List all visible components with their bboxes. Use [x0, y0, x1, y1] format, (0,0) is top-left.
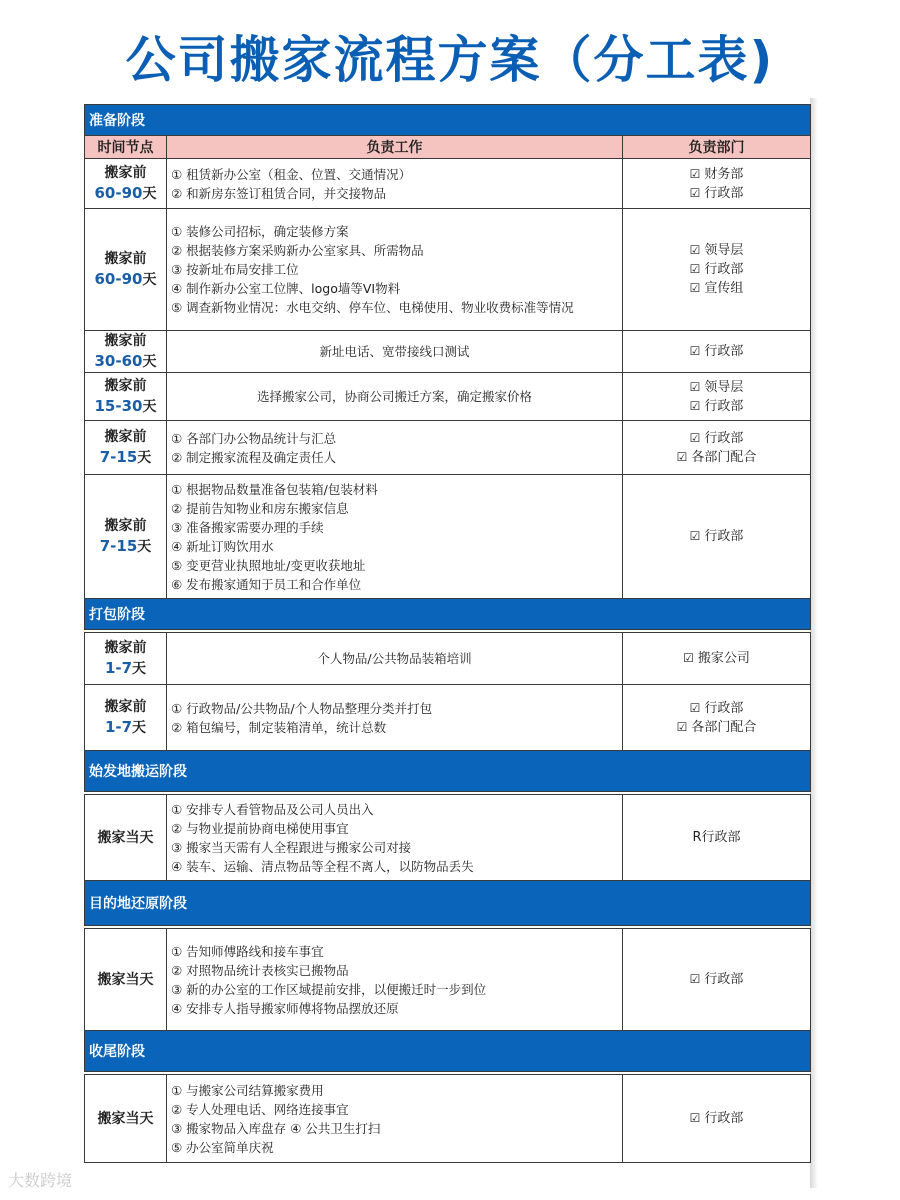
work-item: ④ 新址订购饮用水 — [171, 538, 274, 554]
time-range: 60-90 — [94, 184, 143, 202]
col-header-work: 负责工作 — [167, 136, 623, 159]
time-node-cell — [85, 633, 167, 685]
time-range: 60-90 — [94, 270, 143, 288]
stage-row — [85, 1031, 811, 1072]
time-range: 7-15 — [99, 448, 138, 466]
department-cell — [623, 795, 811, 881]
work-item: 新址电话、宽带接线口测试 — [319, 344, 470, 359]
department-name: 各部门配合 — [691, 719, 757, 735]
checkbox-checked-icon: ☑ — [676, 719, 688, 734]
table-row — [85, 159, 811, 209]
table-row — [85, 929, 811, 1031]
time-node-cell — [85, 373, 167, 421]
checkbox-checked-icon: ☑ — [689, 166, 701, 181]
time-label: 搬家前 — [104, 699, 147, 715]
department-name: 财务部 — [704, 166, 744, 182]
time-range: 1-7 — [104, 659, 133, 677]
department-cell — [623, 373, 811, 421]
time-node-cell — [85, 475, 167, 599]
work-item: ② 提前告知物业和房东搬家信息 — [171, 500, 349, 516]
time-node-cell — [85, 331, 167, 373]
time-range: 30-60 — [94, 352, 143, 370]
stage-title: 准备阶段 — [85, 105, 811, 136]
time-label: 搬家前 — [104, 518, 147, 534]
work-item: ② 对照物品统计表核实已搬物品 — [171, 962, 349, 978]
stage-row — [85, 881, 811, 926]
table-row — [85, 1075, 811, 1163]
time-unit: 天 — [142, 399, 157, 415]
table-row — [85, 633, 811, 685]
department-name: 搬家公司 — [697, 651, 750, 666]
stage-title: 目的地还原阶段 — [85, 881, 811, 926]
time-label: 搬家前 — [104, 640, 147, 656]
department-name: 领导层 — [704, 243, 744, 258]
time-label: 搬家当天 — [97, 1110, 154, 1127]
work-item: ③ 搬家物品入库盘存 ④ 公共卫生打扫 — [171, 1120, 381, 1136]
stage-row — [85, 105, 811, 136]
work-item: ② 制定搬家流程及确定责任人 — [171, 449, 337, 465]
table-row — [85, 373, 811, 421]
checkbox-checked-icon: ☑ — [689, 529, 701, 543]
table-row — [85, 209, 811, 331]
time-unit: 天 — [142, 272, 157, 288]
time-unit: 天 — [137, 450, 152, 466]
work-item: ② 箱包编号，制定装箱清单，统计总数 — [171, 719, 387, 735]
work-item: ① 租赁新办公室（租金、位置、交通情况） — [171, 166, 412, 182]
checkbox-checked-icon: ☑ — [689, 262, 701, 276]
checkbox-checked-icon: ☑ — [689, 243, 701, 257]
time-label: 搬家前 — [104, 429, 147, 445]
department-cell — [623, 1075, 811, 1163]
stage-row — [85, 599, 811, 630]
time-range: 15-30 — [94, 397, 143, 415]
time-node-cell — [85, 159, 167, 209]
stage-row — [85, 751, 811, 792]
department-name: 各部门配合 — [691, 449, 757, 465]
checkbox-checked-icon: ☑ — [683, 651, 694, 665]
work-item: ⑥ 发布搬家通知于员工和合作单位 — [171, 576, 362, 592]
work-cell — [167, 331, 623, 373]
work-item: ④ 装车、运输、清点物品等全程不离人，以防物品丢失 — [171, 858, 474, 874]
time-node-cell — [85, 421, 167, 475]
department-name: 行政部 — [704, 398, 744, 414]
time-range: 1-7 — [104, 718, 133, 736]
department-name: 行政部 — [704, 262, 744, 277]
checkbox-checked-icon: ☑ — [689, 344, 701, 358]
department-name: 行政部 — [704, 185, 744, 201]
time-unit: 天 — [142, 354, 157, 370]
department-cell — [623, 331, 811, 373]
time-node-cell — [85, 209, 167, 331]
work-item: ① 根据物品数量准备包装箱/包装材料 — [171, 481, 378, 497]
checkbox-checked-icon: ☑ — [689, 379, 701, 394]
time-label: 搬家当天 — [97, 829, 154, 846]
checkbox-checked-icon: ☑ — [689, 972, 701, 986]
department-cell — [623, 929, 811, 1031]
checkbox-checked-icon: ☑ — [689, 398, 701, 413]
table-row — [85, 421, 811, 475]
department-name: 行政部 — [704, 430, 744, 446]
department-name: 领导层 — [704, 379, 744, 395]
time-node-cell — [85, 685, 167, 751]
checkbox-checked-icon: ☑ — [689, 1111, 701, 1125]
work-item: ⑤ 办公室简单庆祝 — [171, 1139, 274, 1155]
table-row — [85, 475, 811, 599]
work-item: ⑤ 变更营业执照地址/变更收获地址 — [171, 557, 366, 573]
time-label: 搬家前 — [104, 165, 147, 181]
work-cell — [167, 633, 623, 685]
table-row — [85, 331, 811, 373]
department-name: R行政部 — [692, 829, 741, 845]
time-node-cell — [85, 1075, 167, 1163]
time-unit: 天 — [142, 186, 157, 202]
work-item: ① 行政物品/公共物品/个人物品整理分类并打包 — [171, 700, 433, 716]
checkbox-checked-icon: ☑ — [689, 700, 701, 715]
time-label: 搬家前 — [104, 251, 147, 267]
work-item: ③ 准备搬家需要办理的手续 — [171, 519, 324, 535]
checkbox-checked-icon: ☑ — [689, 430, 701, 445]
work-cell — [167, 795, 623, 881]
time-label: 搬家前 — [104, 378, 147, 394]
department-cell — [623, 209, 811, 331]
work-item: ④ 安排专人指导搬家师傅将物品摆放还原 — [171, 1000, 399, 1016]
stage-title: 始发地搬运阶段 — [85, 751, 811, 792]
department-cell — [623, 685, 811, 751]
page-title: 公司搬家流程方案（分工表) — [125, 31, 775, 89]
work-item: ③ 新的办公室的工作区域提前安排，以便搬迁时一步到位 — [171, 981, 487, 997]
time-unit: 天 — [132, 661, 147, 677]
work-item: ① 告知师傅路线和接车事宜 — [171, 943, 324, 959]
work-item: ② 根据装修方案采购新办公室家具、所需物品 — [171, 243, 424, 258]
work-item: ① 安排专人看管物品及公司人员出入 — [171, 801, 374, 817]
department-cell — [623, 159, 811, 209]
table-row — [85, 685, 811, 751]
work-item: ⑤ 调查新物业情况：水电交纳、停车位、电梯使用、物业收费标准等情况 — [171, 300, 574, 315]
department-name: 行政部 — [704, 700, 744, 716]
work-cell — [167, 929, 623, 1031]
time-range: 7-15 — [99, 537, 138, 555]
work-cell — [167, 209, 623, 331]
work-item: ③ 搬家当天需有人全程跟进与搬家公司对接 — [171, 839, 412, 855]
checkbox-checked-icon: ☑ — [676, 449, 688, 464]
time-unit: 天 — [132, 720, 147, 736]
work-cell — [167, 685, 623, 751]
work-cell — [167, 373, 623, 421]
work-item: ③ 按新址布局安排工位 — [171, 262, 299, 277]
division-of-work-table — [84, 104, 810, 1163]
work-cell — [167, 159, 623, 209]
time-node-cell — [85, 929, 167, 1031]
work-cell — [167, 421, 623, 475]
department-name: 行政部 — [704, 1111, 744, 1126]
table-row — [85, 795, 811, 881]
work-item: ④ 制作新办公室工位牌、logo墙等VI物料 — [171, 281, 401, 296]
department-cell — [623, 633, 811, 685]
work-item: ① 装修公司招标，确定装修方案 — [171, 224, 349, 239]
department-name: 行政部 — [704, 972, 744, 987]
work-item: ② 与物业提前协商电梯使用事宜 — [171, 820, 349, 836]
work-cell — [167, 475, 623, 599]
stage-title: 打包阶段 — [85, 599, 811, 630]
work-item: ② 和新房东签订租赁合同，并交接物品 — [171, 185, 387, 201]
work-cell — [167, 1075, 623, 1163]
department-cell — [623, 421, 811, 475]
work-item: ① 与搬家公司结算搬家费用 — [171, 1082, 324, 1098]
watermark: 大数跨境 — [8, 1171, 73, 1190]
column-header-row — [85, 136, 811, 159]
department-name: 行政部 — [704, 344, 744, 359]
work-item: 选择搬家公司，协商公司搬迁方案，确定搬家价格 — [256, 389, 532, 404]
col-header-time: 时间节点 — [85, 136, 167, 159]
work-item: 个人物品/公共物品装箱培训 — [317, 651, 472, 666]
checkbox-checked-icon: ☑ — [689, 281, 701, 295]
stage-title: 收尾阶段 — [85, 1031, 811, 1072]
time-unit: 天 — [137, 539, 152, 555]
sheet-shadow — [810, 98, 818, 1188]
checkbox-checked-icon: ☑ — [689, 185, 701, 200]
department-cell — [623, 475, 811, 599]
time-label: 搬家当天 — [97, 971, 154, 988]
time-node-cell — [85, 795, 167, 881]
col-header-dept: 负责部门 — [623, 136, 811, 159]
department-name: 行政部 — [704, 529, 744, 544]
work-item: ① 各部门办公物品统计与汇总 — [171, 430, 337, 446]
time-label: 搬家前 — [104, 333, 147, 349]
work-item: ② 专人处理电话、网络连接事宜 — [171, 1101, 349, 1117]
department-name: 宣传组 — [704, 281, 744, 296]
